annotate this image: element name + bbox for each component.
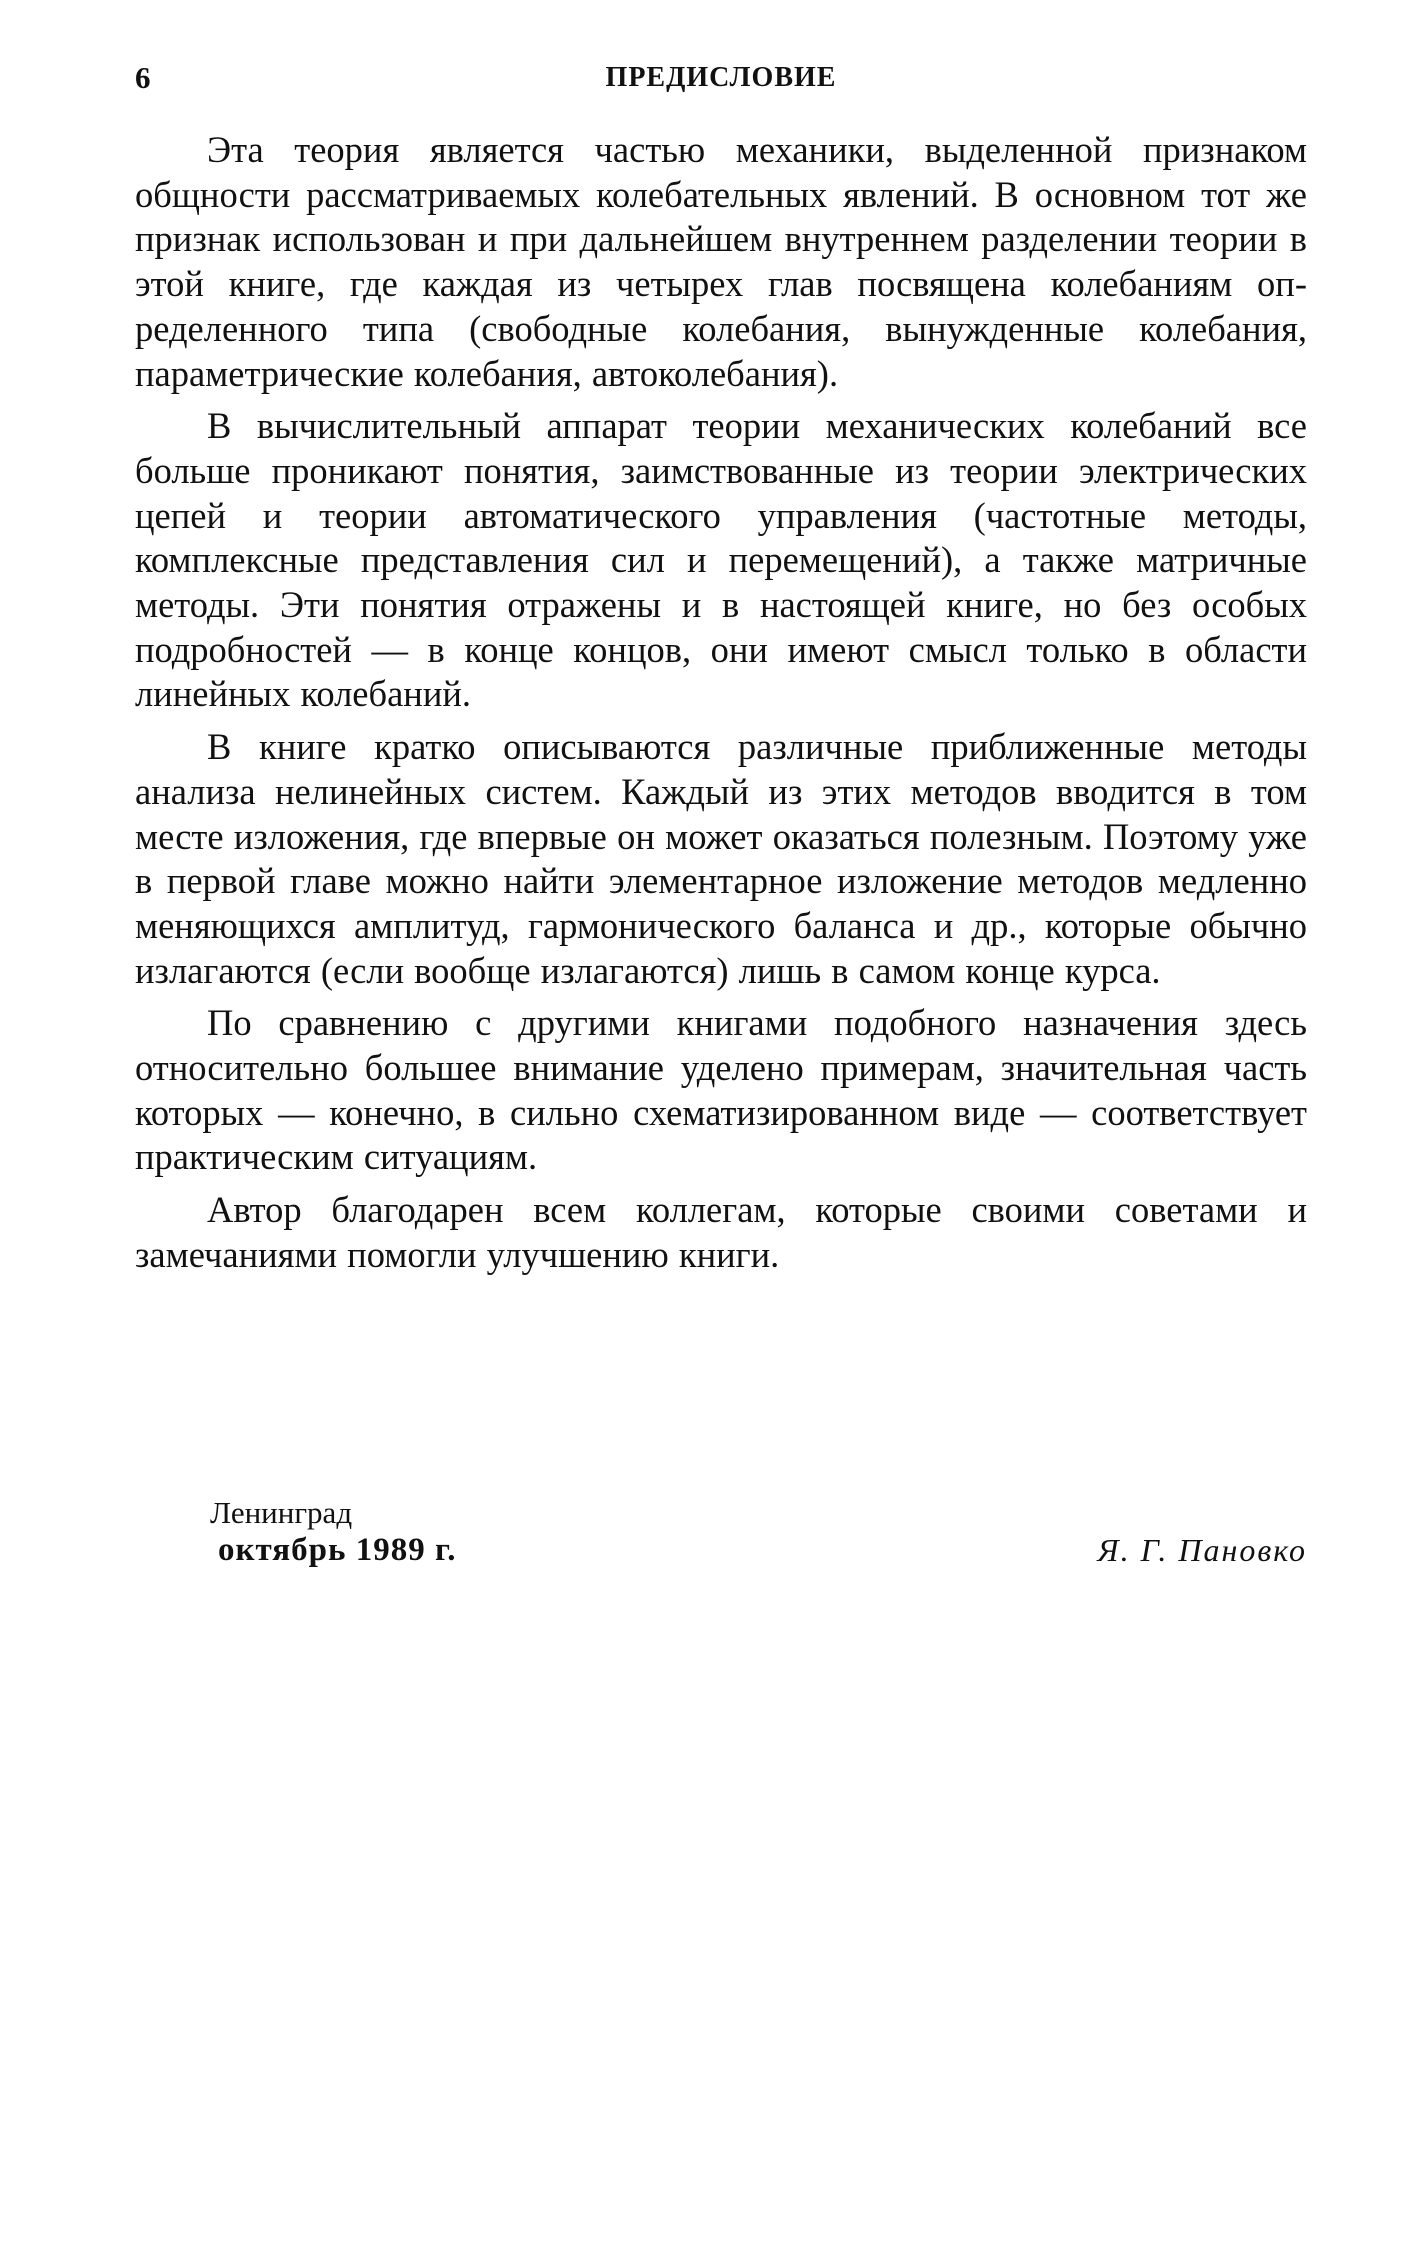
paragraph-2: В вычислительный аппарат теории механических колебаний все больше проникают понятия, заимствованные из теории электрических цепей и теории автоматического управления (частотные методы, комплексные представления сил и перемещений), а также матричные методы. Эти понятия отражены и в настоящей книге, но без особых подробностей — в конце концов, они имеют смысл только в области линейных колебаний.: [135, 405, 1307, 715]
paragraph-4: По сравнению с другими книгами подобного назначения здесь относительно большее внимание уделено примерам, значительная часть которых — конечно, в сильно схематизированном виде — соответствует практическим ситуациям.: [135, 1002, 1307, 1178]
signoff-place: Ленинград: [210, 1495, 353, 1530]
body-text: [135, 128, 1307, 1278]
signoff: [135, 1495, 1307, 1595]
page-number: 6: [135, 60, 152, 95]
signoff-date: октябрь 1989 г.: [218, 1532, 457, 1568]
running-head: [135, 60, 1307, 100]
paragraph-3: В книге кратко описываются различные приближенные методы анализа нелинейных систем. Каждый из этих методов вводится в том месте изложения, где впервые он может оказаться полезным. Поэтому уже в первой главе можно найти элементарное изложение методов медленно меняющихся амплитуд, гармонического баланса и др., которые обычно излагаются (если вообще излагаются) лишь в самом конце курса.: [135, 726, 1307, 991]
running-title: ПРЕДИСЛОВИЕ: [605, 62, 837, 93]
signoff-author: Я. Г. Пановко: [1097, 1532, 1307, 1568]
paragraph-1: Эта теория является частью механики, выделенной признаком общности рассматриваемых колебательных явлений. В основном тот же признак использован и при дальнейшем внутреннем разделении теории в этой книге, где каждая из четырех глав посвящена колебаниям определенного типа (свободные колебания, вынужденные колебания, параметрические колебания, автоколебания).: [135, 129, 1307, 394]
paragraph-5: Автор благодарен всем коллегам, которые своими советами и замечаниями помогли улучшению книги.: [135, 1189, 1307, 1275]
